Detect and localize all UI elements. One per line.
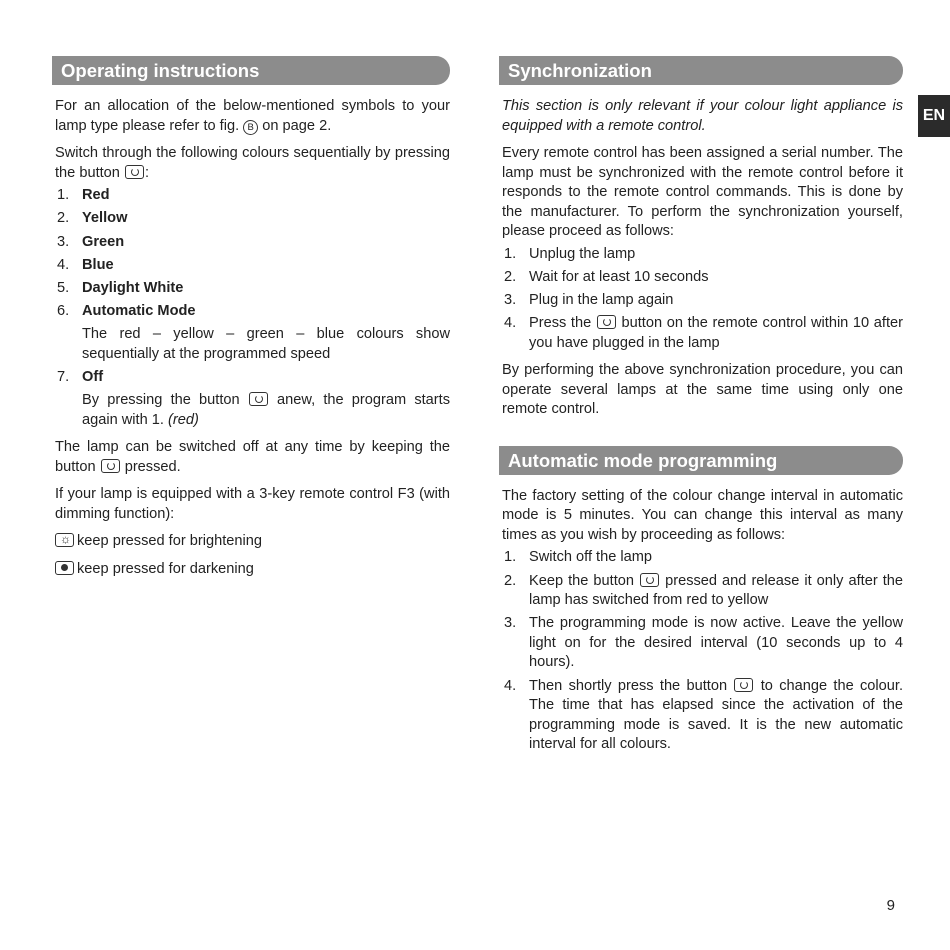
power-button-icon bbox=[101, 459, 120, 473]
list-item: 4. Then shortly press the button to change the colour. The time that has elapsed since the activation of the programming mode is saved. It is the new automatic interval for all colours. bbox=[504, 677, 904, 753]
page-number: 9 bbox=[886, 897, 895, 914]
colour-list bbox=[52, 186, 450, 430]
list-item: 1. Switch off the lamp bbox=[504, 549, 653, 566]
moon-button-icon bbox=[55, 561, 74, 575]
operating-instructions-header: Operating instructions bbox=[52, 56, 450, 85]
automatic-mode-description: The red – yellow – green – blue colours show sequentially at the programmed speed bbox=[82, 326, 450, 362]
language-tab: EN bbox=[918, 95, 950, 137]
auto-paragraph: The factory setting of the colour change interval in automatic mode is 5 minutes. You can change this interval as many times as you wish by proceeding as follows: bbox=[502, 487, 903, 543]
list-item: 1. Red bbox=[57, 187, 110, 203]
switch-off-paragraph: The lamp can be switched off at any time by keeping the button pressed. bbox=[55, 439, 450, 475]
power-button-icon bbox=[734, 678, 753, 692]
list-item: 4. Blue bbox=[57, 256, 114, 273]
power-button-icon bbox=[125, 165, 144, 179]
list-item: 3. The programming mode is now active. Leave the yellow light on for the desired interval (10 seconds up to 4 hours). bbox=[504, 615, 903, 671]
sync-outro-paragraph: By performing the above synchronization procedure, you can operate several lamps at the same time using only one remote control. bbox=[502, 362, 903, 418]
intro-paragraph: For an allocation of the below-mentioned symbols to your lamp type please refer to fig. B on page 2. bbox=[55, 98, 450, 134]
list-item: 3. Green bbox=[57, 233, 125, 250]
sync-steps-list bbox=[499, 245, 903, 354]
off-description: By pressing the button anew, the program starts again with 1. (red) bbox=[82, 392, 451, 428]
sun-button-icon bbox=[55, 533, 74, 547]
power-button-icon bbox=[249, 392, 268, 406]
brighten-line: ☼keep pressed for brightening bbox=[55, 532, 450, 552]
power-button-icon bbox=[597, 315, 616, 329]
sync-italic-note: This section is only relevant if your colour light appliance is equipped with a remote control. bbox=[502, 98, 903, 134]
left-column bbox=[52, 56, 450, 587]
list-item: 7. Off By pressing the button anew, the program starts again with 1. (red) bbox=[52, 368, 450, 430]
switch-paragraph: Switch through the following colours sequentially by pressing the button : bbox=[55, 145, 450, 181]
figure-b-icon: B bbox=[243, 120, 258, 135]
list-item: 1. Unplug the lamp bbox=[504, 245, 636, 262]
power-button-icon bbox=[640, 573, 659, 587]
sync-paragraph: Every remote control has been assigned a serial number. The lamp must be synchronized with the remote control before it responds to the remote control commands. This is done by the manufacturer. To perform the synchronization yourself, please proceed as follows: bbox=[502, 145, 903, 239]
list-item: 4. Press the button on the remote control within 10 after you have plugged in the lamp bbox=[504, 315, 903, 351]
right-column bbox=[499, 56, 903, 763]
list-item: 6. Automatic Mode The red – yellow – green – blue colours show sequentially at the programmed speed bbox=[52, 302, 450, 364]
list-item: 2. Wait for at least 10 seconds bbox=[504, 268, 709, 285]
synchronization-header: Synchronization bbox=[499, 56, 903, 85]
automatic-mode-header: Automatic mode programming bbox=[499, 446, 903, 475]
list-item: 5. Daylight White bbox=[57, 280, 184, 297]
darken-line: keep pressed for darkening bbox=[55, 560, 450, 580]
auto-steps-list bbox=[499, 548, 903, 754]
list-item: 3. Plug in the lamp again bbox=[504, 292, 674, 309]
list-item: 2. Keep the button pressed and release it only after the lamp has switched from red to yellow bbox=[504, 572, 903, 609]
list-item: 2. Yellow bbox=[57, 210, 128, 227]
remote-paragraph: If your lamp is equipped with a 3-key remote control F3 (with dimming function): bbox=[55, 486, 450, 522]
